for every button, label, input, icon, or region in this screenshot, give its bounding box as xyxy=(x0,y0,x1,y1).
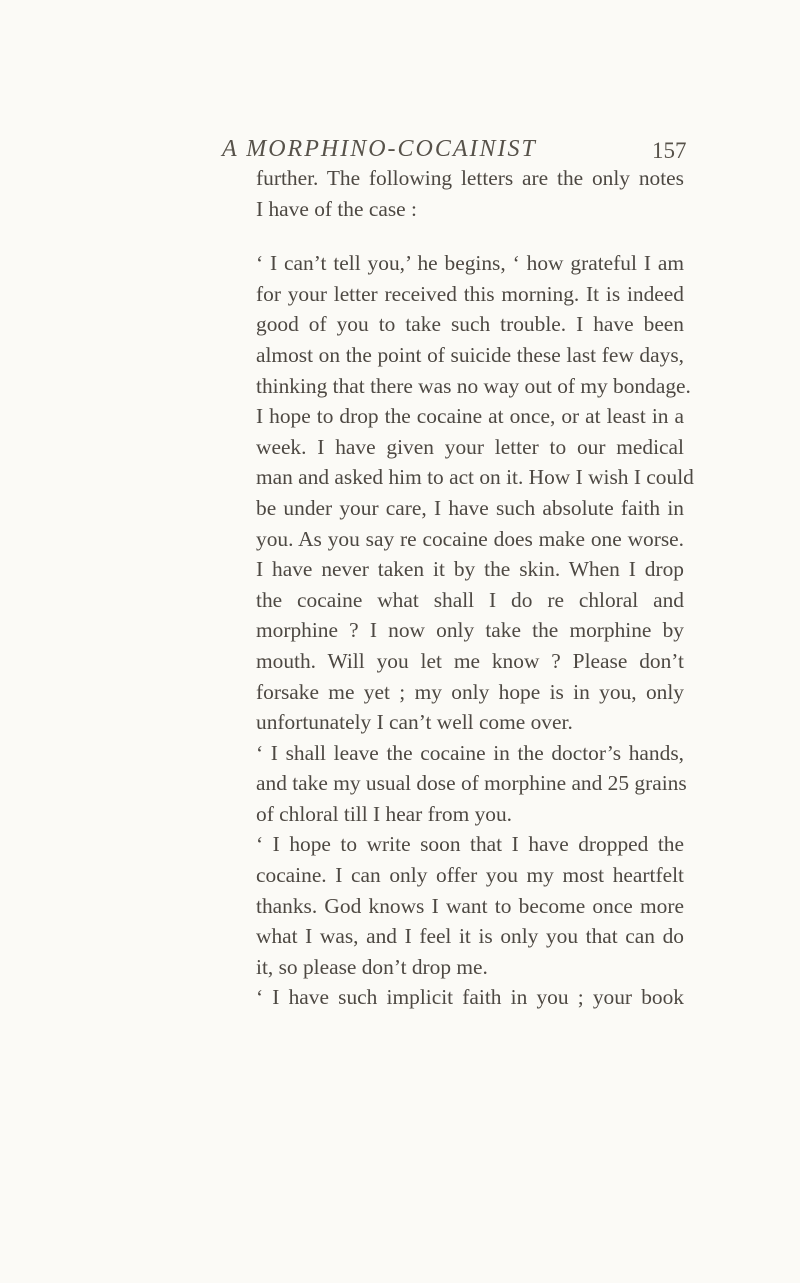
text-line: what I was, and I feel it is only you that can do xyxy=(256,924,684,949)
text-line: forsake me yet ; my only hope is in you, only xyxy=(256,679,684,704)
text-line: week. I have given your letter to our medical xyxy=(256,434,684,459)
text-line: almost on the point of suicide these last few days, xyxy=(256,342,684,367)
text-line: further. The following letters are the only notes xyxy=(256,166,684,190)
text-line: ‘ I can’t tell you,’ he begins, ‘ how grateful I am xyxy=(256,251,684,276)
paragraph xyxy=(256,829,684,982)
text-line: ‘ I shall leave the cocaine in the doctor’s hands, xyxy=(256,740,684,765)
text-line: cocaine. I can only offer you my most heartfelt xyxy=(256,863,684,888)
paragraph xyxy=(256,982,684,1013)
text-line: I have of the case : xyxy=(256,196,417,221)
text-line: of chloral till I hear from you. xyxy=(256,801,513,826)
text-line: the cocaine what shall I do re chloral and xyxy=(256,587,684,612)
text-line: morphine ? I now only take the morphine by xyxy=(256,618,684,643)
text-line: ‘ I hope to write soon that I have dropped the xyxy=(256,832,684,857)
text-line: and take my usual dose of morphine and 25 grains xyxy=(256,771,687,796)
text-line: I have never taken it by the skin. When I drop xyxy=(256,557,684,582)
text-line: mouth. Will you let me know ? Please don’t xyxy=(256,648,684,673)
paragraph xyxy=(256,738,687,830)
paragraph xyxy=(256,163,684,224)
text-line: be under your care, I have such absolute faith in xyxy=(256,495,684,520)
text-line: thanks. God knows I want to become once more xyxy=(256,893,684,918)
text-line: ‘ I have such implicit faith in you ; your book xyxy=(256,985,684,1010)
text-line: it, so please don’t drop me. xyxy=(256,954,488,979)
text-line: I hope to drop the cocaine at once, or at least in a xyxy=(256,404,684,429)
text-line: for your letter received this morning. It is indeed xyxy=(256,281,684,306)
text-line: you. As you say re cocaine does make one worse. xyxy=(256,526,684,551)
page-number: 157 xyxy=(652,138,687,163)
body-text xyxy=(256,163,694,1013)
text-line: good of you to take such trouble. I have been xyxy=(256,312,684,337)
text-line: thinking that there was no way out of my bondage. xyxy=(256,373,691,398)
text-line: man and asked him to act on it. How I wish I could xyxy=(256,465,694,490)
text-line: unfortunately I can’t well come over. xyxy=(256,710,573,735)
running-title: A MORPHINO-COCAINIST xyxy=(222,136,537,162)
paragraph xyxy=(256,248,694,738)
